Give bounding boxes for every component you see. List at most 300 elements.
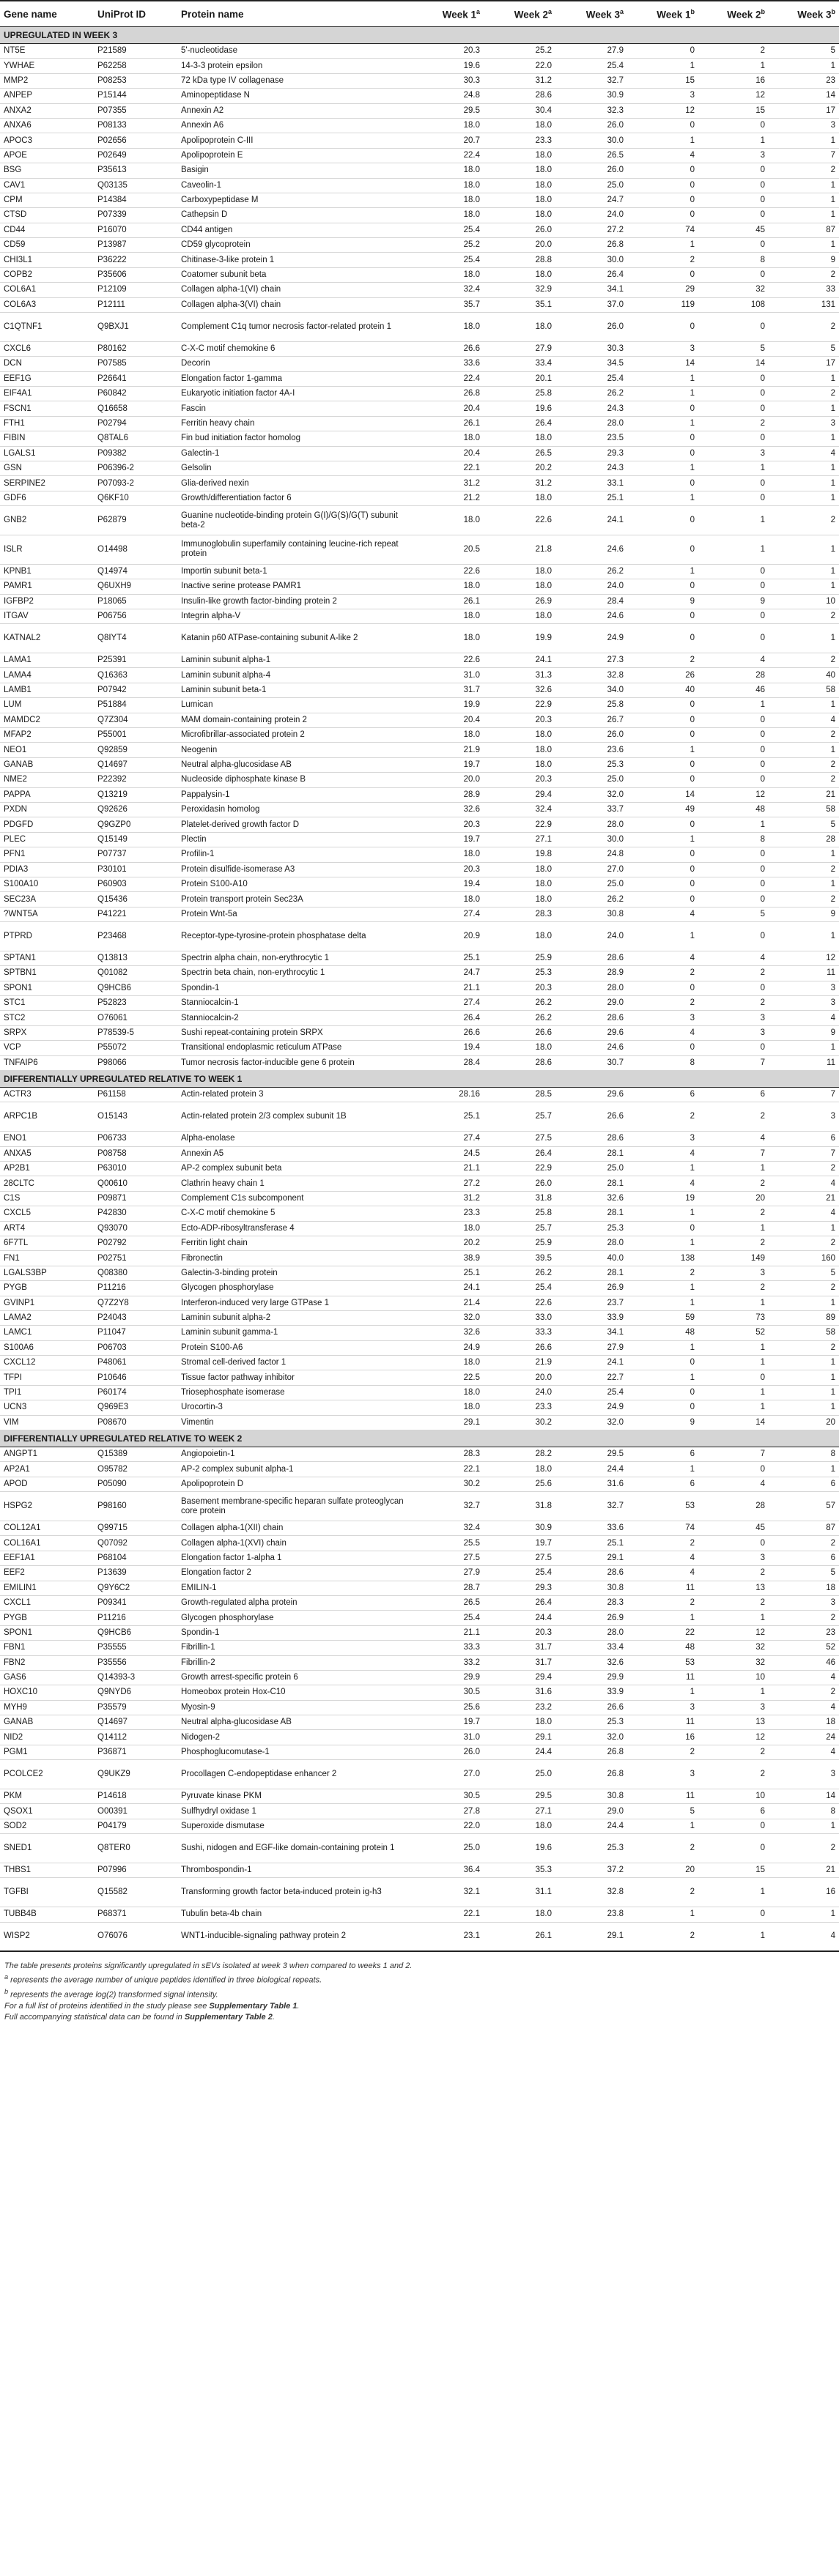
week2-intensity-cell: 3: [698, 446, 769, 461]
protein-name-cell: Coatomer subunit beta: [177, 267, 412, 282]
week1-intensity-cell: 3: [627, 341, 698, 356]
week2-intensity-cell: 4: [698, 1132, 769, 1146]
week2-intensity-cell: 1: [698, 817, 769, 832]
uniprot-id-cell: Q08380: [94, 1266, 177, 1280]
week1-intensity-cell: 53: [627, 1655, 698, 1670]
week1-intensity-cell: 29: [627, 283, 698, 297]
week1-peptides-cell: 29.9: [412, 1670, 484, 1685]
week1-peptides-cell: 27.4: [412, 907, 484, 921]
protein-name-cell: Pappalysin-1: [177, 787, 412, 802]
week3-intensity-cell: 1: [769, 624, 839, 653]
week3-intensity-cell: 5: [769, 1266, 839, 1280]
week1-peptides-cell: 24.8: [412, 89, 484, 103]
week1-peptides-cell: 27.5: [412, 1551, 484, 1565]
week3-peptides-cell: 29.5: [555, 1447, 627, 1462]
week2-intensity-cell: 1: [698, 1611, 769, 1625]
week2-intensity-cell: 0: [698, 862, 769, 877]
week3-peptides-cell: 30.8: [555, 1581, 627, 1595]
week3-peptides-cell: 26.0: [555, 118, 627, 133]
week2-intensity-cell: 0: [698, 847, 769, 862]
protein-name-cell: Alpha-enolase: [177, 1132, 412, 1146]
uniprot-id-cell: P02792: [94, 1236, 177, 1250]
week1-peptides-cell: 26.6: [412, 1025, 484, 1040]
protein-name-cell: Protein S100-A10: [177, 877, 412, 891]
gene-name-cell: C1QTNF1: [0, 313, 94, 342]
section-title: UPREGULATED IN WEEK 3: [0, 27, 839, 44]
week3-peptides-cell: 34.0: [555, 683, 627, 697]
week2-peptides-cell: 25.8: [484, 1206, 555, 1221]
week3-peptides-cell: 30.9: [555, 89, 627, 103]
week3-peptides-cell: 30.0: [555, 832, 627, 847]
week2-intensity-cell: 0: [698, 401, 769, 416]
header-gene-name: Gene name: [0, 1, 94, 27]
week1-intensity-cell: 4: [627, 907, 698, 921]
uniprot-id-cell: P98160: [94, 1492, 177, 1521]
uniprot-id-cell: P06396-2: [94, 461, 177, 475]
uniprot-id-cell: P07585: [94, 357, 177, 371]
gene-name-cell: AP2B1: [0, 1162, 94, 1176]
week1-peptides-cell: 18.0: [412, 609, 484, 623]
header-week2-b: Week 2$^b$: [698, 1, 769, 27]
week1-intensity-cell: 2: [627, 996, 698, 1011]
table-row: [0, 1102, 839, 1132]
week3-peptides-cell: 28.6: [555, 951, 627, 965]
week2-intensity-cell: 0: [698, 431, 769, 446]
footnote-supplementary-2: Full accompanying statistical data can be found in Supplementary Table 2.: [4, 2012, 275, 2022]
week1-peptides-cell: 18.0: [412, 1221, 484, 1236]
uniprot-id-cell: P60903: [94, 877, 177, 891]
footnote-supplementary-1: For a full list of proteins identified in the study please see Supplementary Table 1.: [4, 2001, 300, 2011]
table-row: [0, 401, 839, 416]
uniprot-id-cell: Q9UKZ9: [94, 1760, 177, 1789]
uniprot-id-cell: Q8TER0: [94, 1834, 177, 1863]
week1-intensity-cell: 2: [627, 1595, 698, 1610]
week3-intensity-cell: 23: [769, 1625, 839, 1640]
gene-name-cell: ACTR3: [0, 1088, 94, 1102]
week1-peptides-cell: 27.8: [412, 1804, 484, 1819]
week3-peptides-cell: 28.1: [555, 1146, 627, 1161]
week3-peptides-cell: 28.0: [555, 1625, 627, 1640]
protein-name-cell: Cathepsin D: [177, 208, 412, 223]
week2-intensity-cell: 12: [698, 1730, 769, 1745]
week1-intensity-cell: 11: [627, 1715, 698, 1730]
table-row: [0, 698, 839, 713]
week1-intensity-cell: 0: [627, 476, 698, 491]
table-row: [0, 387, 839, 401]
protein-name-cell: Sushi, nidogen and EGF-like domain-containing protein 1: [177, 1834, 412, 1863]
week2-peptides-cell: 21.9: [484, 1356, 555, 1370]
week2-peptides-cell: 22.6: [484, 506, 555, 535]
week1-intensity-cell: 1: [627, 1281, 698, 1296]
week3-peptides-cell: 33.9: [555, 1310, 627, 1325]
week3-intensity-cell: 1: [769, 877, 839, 891]
week3-intensity-cell: 1: [769, 401, 839, 416]
uniprot-id-cell: P05090: [94, 1477, 177, 1491]
week3-intensity-cell: 14: [769, 1789, 839, 1804]
week3-intensity-cell: 6: [769, 1477, 839, 1491]
week2-peptides-cell: 25.9: [484, 951, 555, 965]
week1-intensity-cell: 0: [627, 877, 698, 891]
gene-name-cell: HOXC10: [0, 1685, 94, 1700]
week2-peptides-cell: 18.0: [484, 178, 555, 193]
week3-peptides-cell: 26.9: [555, 1611, 627, 1625]
uniprot-id-cell: Q9GZP0: [94, 817, 177, 832]
uniprot-id-cell: P08758: [94, 1146, 177, 1161]
week1-intensity-cell: 3: [627, 1011, 698, 1025]
week3-intensity-cell: 28: [769, 832, 839, 847]
gene-name-cell: EEF1A1: [0, 1551, 94, 1565]
week2-intensity-cell: 0: [698, 1536, 769, 1551]
week2-intensity-cell: 45: [698, 1521, 769, 1536]
uniprot-id-cell: P06756: [94, 609, 177, 623]
week3-intensity-cell: 4: [769, 446, 839, 461]
week3-intensity-cell: 1: [769, 431, 839, 446]
week2-intensity-cell: 0: [698, 892, 769, 907]
week1-intensity-cell: 11: [627, 1670, 698, 1685]
week1-intensity-cell: 1: [627, 743, 698, 757]
week3-peptides-cell: 25.0: [555, 1162, 627, 1176]
week1-intensity-cell: 1: [627, 564, 698, 579]
week1-peptides-cell: 38.9: [412, 1251, 484, 1266]
uniprot-id-cell: P18065: [94, 594, 177, 609]
week3-peptides-cell: 23.7: [555, 1296, 627, 1310]
gene-name-cell: HSPG2: [0, 1492, 94, 1521]
gene-name-cell: CD44: [0, 223, 94, 237]
week1-peptides-cell: 18.0: [412, 267, 484, 282]
week3-peptides-cell: 29.1: [555, 1922, 627, 1951]
week1-intensity-cell: 0: [627, 506, 698, 535]
protein-name-cell: Urocortin-3: [177, 1400, 412, 1415]
week2-intensity-cell: 1: [698, 1356, 769, 1370]
week3-peptides-cell: 27.2: [555, 223, 627, 237]
week3-intensity-cell: 1: [769, 178, 839, 193]
protein-name-cell: Tumor necrosis factor-inducible gene 6 protein: [177, 1055, 412, 1070]
week1-peptides-cell: 32.6: [412, 1326, 484, 1340]
week3-peptides-cell: 28.6: [555, 1566, 627, 1581]
table-row: [0, 683, 839, 697]
protein-name-cell: Clathrin heavy chain 1: [177, 1176, 412, 1191]
gene-name-cell: APOD: [0, 1477, 94, 1491]
week2-peptides-cell: 29.4: [484, 787, 555, 802]
week3-intensity-cell: 9: [769, 907, 839, 921]
week2-intensity-cell: 7: [698, 1055, 769, 1070]
table-row: [0, 907, 839, 921]
gene-name-cell: MMP2: [0, 73, 94, 88]
week3-intensity-cell: 4: [769, 1922, 839, 1951]
protein-name-cell: Laminin subunit beta-1: [177, 683, 412, 697]
week1-intensity-cell: 9: [627, 594, 698, 609]
week3-intensity-cell: 4: [769, 1700, 839, 1715]
gene-name-cell: TFPI: [0, 1370, 94, 1385]
gene-name-cell: NT5E: [0, 44, 94, 59]
gene-name-cell: MYH9: [0, 1700, 94, 1715]
week1-intensity-cell: 0: [627, 862, 698, 877]
week2-intensity-cell: 0: [698, 1819, 769, 1833]
week3-peptides-cell: 25.0: [555, 877, 627, 891]
uniprot-id-cell: P55001: [94, 728, 177, 743]
week3-intensity-cell: 5: [769, 817, 839, 832]
week3-intensity-cell: 33: [769, 283, 839, 297]
week2-intensity-cell: 0: [698, 877, 769, 891]
gene-name-cell: FTH1: [0, 416, 94, 431]
week3-intensity-cell: 11: [769, 966, 839, 981]
table-row: [0, 1146, 839, 1161]
week2-peptides-cell: 26.0: [484, 1176, 555, 1191]
uniprot-id-cell: P11216: [94, 1281, 177, 1296]
week3-intensity-cell: 2: [769, 387, 839, 401]
protein-name-cell: Glia-derived nexin: [177, 476, 412, 491]
week3-peptides-cell: 30.0: [555, 253, 627, 267]
table-row: [0, 1281, 839, 1296]
gene-name-cell: PYGB: [0, 1281, 94, 1296]
week2-intensity-cell: 32: [698, 283, 769, 297]
gene-name-cell: PXDN: [0, 802, 94, 817]
week1-intensity-cell: 48: [627, 1326, 698, 1340]
gene-name-cell: PFN1: [0, 847, 94, 862]
uniprot-id-cell: O76061: [94, 1011, 177, 1025]
week1-intensity-cell: 0: [627, 757, 698, 772]
uniprot-id-cell: O15143: [94, 1102, 177, 1132]
week1-intensity-cell: 0: [627, 847, 698, 862]
gene-name-cell: PDIA3: [0, 862, 94, 877]
week3-intensity-cell: 1: [769, 922, 839, 951]
protein-name-cell: Importin subunit beta-1: [177, 564, 412, 579]
uniprot-id-cell: P68371: [94, 1907, 177, 1922]
week2-intensity-cell: 3: [698, 148, 769, 163]
uniprot-id-cell: P09871: [94, 1191, 177, 1206]
week2-peptides-cell: 33.4: [484, 357, 555, 371]
uniprot-id-cell: P12109: [94, 283, 177, 297]
uniprot-id-cell: P13987: [94, 238, 177, 253]
week1-peptides-cell: 28.7: [412, 1581, 484, 1595]
gene-name-cell: ANGPT1: [0, 1447, 94, 1462]
table-row: [0, 1655, 839, 1670]
protein-name-cell: Apolipoprotein E: [177, 148, 412, 163]
gene-name-cell: MFAP2: [0, 728, 94, 743]
gene-name-cell: ANXA6: [0, 118, 94, 133]
week3-intensity-cell: 89: [769, 1310, 839, 1325]
week1-peptides-cell: 33.6: [412, 357, 484, 371]
week2-peptides-cell: 26.2: [484, 1266, 555, 1280]
week3-peptides-cell: 25.1: [555, 1536, 627, 1551]
header-week1-b: Week 1$^b$: [627, 1, 698, 27]
week3-peptides-cell: 28.1: [555, 1266, 627, 1280]
table-row: [0, 1492, 839, 1521]
table-row: [0, 313, 839, 342]
week2-intensity-cell: 12: [698, 1625, 769, 1640]
protein-name-cell: Interferon-induced very large GTPase 1: [177, 1296, 412, 1310]
week3-intensity-cell: 3: [769, 118, 839, 133]
week2-peptides-cell: 18.0: [484, 1819, 555, 1833]
table-row: [0, 817, 839, 832]
uniprot-id-cell: P35556: [94, 1655, 177, 1670]
week3-peptides-cell: 30.8: [555, 1789, 627, 1804]
protein-name-cell: WNT1-inducible-signaling pathway protein 2: [177, 1922, 412, 1951]
week1-peptides-cell: 18.0: [412, 178, 484, 193]
week1-intensity-cell: 40: [627, 683, 698, 697]
week3-peptides-cell: 29.3: [555, 446, 627, 461]
gene-name-cell: GSN: [0, 461, 94, 475]
week1-peptides-cell: 25.1: [412, 1102, 484, 1132]
uniprot-id-cell: P15144: [94, 89, 177, 103]
week2-intensity-cell: 0: [698, 178, 769, 193]
uniprot-id-cell: P02656: [94, 133, 177, 148]
table-row: [0, 787, 839, 802]
protein-name-cell: Apolipoprotein D: [177, 1477, 412, 1491]
week3-intensity-cell: 4: [769, 1670, 839, 1685]
week2-peptides-cell: 20.0: [484, 1370, 555, 1385]
week1-peptides-cell: 20.7: [412, 133, 484, 148]
week3-peptides-cell: 25.3: [555, 757, 627, 772]
uniprot-id-cell: P61158: [94, 1088, 177, 1102]
week3-intensity-cell: 1: [769, 238, 839, 253]
gene-name-cell: ANXA2: [0, 103, 94, 118]
week1-intensity-cell: 3: [627, 1760, 698, 1789]
week3-intensity-cell: 9: [769, 253, 839, 267]
protein-name-cell: Carboxypeptidase M: [177, 193, 412, 207]
protein-name-cell: Caveolin-1: [177, 178, 412, 193]
week1-intensity-cell: 2: [627, 966, 698, 981]
table-row: [0, 1296, 839, 1310]
week2-peptides-cell: 18.0: [484, 118, 555, 133]
week2-peptides-cell: 28.2: [484, 1447, 555, 1462]
protein-name-cell: C-X-C motif chemokine 5: [177, 1206, 412, 1221]
week2-intensity-cell: 28: [698, 668, 769, 683]
week2-intensity-cell: 2: [698, 1206, 769, 1221]
week2-peptides-cell: 18.0: [484, 743, 555, 757]
protein-name-cell: Nucleoside diphosphate kinase B: [177, 773, 412, 787]
week3-intensity-cell: 7: [769, 148, 839, 163]
footnote-b: $^b$ represents the average log(2) transformed signal intensity.: [4, 1988, 218, 2000]
week3-peptides-cell: 26.8: [555, 1760, 627, 1789]
week3-intensity-cell: 1: [769, 1385, 839, 1400]
week1-intensity-cell: 8: [627, 1055, 698, 1070]
week2-intensity-cell: 46: [698, 683, 769, 697]
uniprot-id-cell: Q8TAL6: [94, 431, 177, 446]
protein-name-cell: Complement C1q tumor necrosis factor-related protein 1: [177, 313, 412, 342]
protein-name-cell: Decorin: [177, 357, 412, 371]
protein-name-cell: MAM domain-containing protein 2: [177, 713, 412, 727]
protein-name-cell: Transforming growth factor beta-induced protein ig-h3: [177, 1878, 412, 1907]
week3-intensity-cell: 5: [769, 44, 839, 59]
week2-peptides-cell: 26.9: [484, 594, 555, 609]
week1-peptides-cell: 22.6: [412, 564, 484, 579]
table-row: [0, 1415, 839, 1430]
table-row: [0, 73, 839, 88]
protein-name-cell: Galectin-1: [177, 446, 412, 461]
week2-peptides-cell: 25.8: [484, 387, 555, 401]
week2-intensity-cell: 0: [698, 267, 769, 282]
week3-intensity-cell: 8: [769, 1804, 839, 1819]
protein-name-cell: Angiopoietin-1: [177, 1447, 412, 1462]
week1-peptides-cell: 22.5: [412, 1370, 484, 1385]
uniprot-id-cell: P41221: [94, 907, 177, 921]
protein-name-cell: Protein Wnt-5a: [177, 907, 412, 921]
header-week3-a: Week 3$^a$: [555, 1, 627, 27]
week2-peptides-cell: 22.9: [484, 698, 555, 713]
gene-name-cell: VCP: [0, 1041, 94, 1055]
week3-peptides-cell: 32.0: [555, 787, 627, 802]
table-row: [0, 1566, 839, 1581]
week2-intensity-cell: 0: [698, 238, 769, 253]
protein-name-cell: Procollagen C-endopeptidase enhancer 2: [177, 1760, 412, 1789]
week1-peptides-cell: 20.4: [412, 446, 484, 461]
week1-peptides-cell: 29.5: [412, 103, 484, 118]
week2-peptides-cell: 26.2: [484, 996, 555, 1011]
week1-peptides-cell: 20.0: [412, 773, 484, 787]
week2-intensity-cell: 1: [698, 461, 769, 475]
protein-name-cell: Laminin subunit alpha-2: [177, 1310, 412, 1325]
week3-peptides-cell: 29.1: [555, 1551, 627, 1565]
week3-intensity-cell: 4: [769, 1011, 839, 1025]
section-header: [0, 1430, 839, 1447]
week1-peptides-cell: 18.0: [412, 1356, 484, 1370]
protein-name-cell: Stromal cell-derived factor 1: [177, 1356, 412, 1370]
gene-name-cell: THBS1: [0, 1863, 94, 1878]
uniprot-id-cell: P26641: [94, 371, 177, 386]
table-row: [0, 1088, 839, 1102]
table-row: [0, 1162, 839, 1176]
uniprot-id-cell: P07737: [94, 847, 177, 862]
week3-intensity-cell: 1: [769, 579, 839, 594]
uniprot-id-cell: Q07092: [94, 1536, 177, 1551]
protein-name-cell: Katanin p60 ATPase-containing subunit A-like 2: [177, 624, 412, 653]
table-row: [0, 728, 839, 743]
week2-intensity-cell: 6: [698, 1804, 769, 1819]
gene-name-cell: BSG: [0, 163, 94, 178]
week3-intensity-cell: 10: [769, 594, 839, 609]
week3-intensity-cell: 2: [769, 757, 839, 772]
week2-intensity-cell: 0: [698, 1041, 769, 1055]
protein-name-cell: Tissue factor pathway inhibitor: [177, 1370, 412, 1385]
uniprot-id-cell: P10646: [94, 1370, 177, 1385]
table-row: [0, 1340, 839, 1355]
week3-intensity-cell: 21: [769, 1863, 839, 1878]
week3-peptides-cell: 27.0: [555, 862, 627, 877]
week1-peptides-cell: 22.4: [412, 371, 484, 386]
protein-name-cell: Annexin A6: [177, 118, 412, 133]
week1-intensity-cell: 1: [627, 491, 698, 505]
week3-intensity-cell: 7: [769, 1146, 839, 1161]
gene-name-cell: NME2: [0, 773, 94, 787]
week2-peptides-cell: 28.6: [484, 1055, 555, 1070]
week1-intensity-cell: 1: [627, 1462, 698, 1477]
week1-peptides-cell: 23.3: [412, 1206, 484, 1221]
uniprot-id-cell: P62879: [94, 506, 177, 535]
header-week1-a: Week 1$^a$: [412, 1, 484, 27]
week2-peptides-cell: 18.0: [484, 1462, 555, 1477]
week3-intensity-cell: 17: [769, 103, 839, 118]
week1-intensity-cell: 19: [627, 1191, 698, 1206]
week2-peptides-cell: 23.2: [484, 1700, 555, 1715]
protein-name-cell: Ferritin light chain: [177, 1236, 412, 1250]
table-row: [0, 1206, 839, 1221]
protein-name-cell: Inactive serine protease PAMR1: [177, 579, 412, 594]
week1-peptides-cell: 22.6: [412, 653, 484, 668]
gene-name-cell: FN1: [0, 1251, 94, 1266]
table-row: [0, 476, 839, 491]
week3-intensity-cell: 18: [769, 1715, 839, 1730]
week1-intensity-cell: 6: [627, 1477, 698, 1491]
week3-peptides-cell: 32.6: [555, 1655, 627, 1670]
week2-intensity-cell: 3: [698, 1266, 769, 1280]
week3-intensity-cell: 1: [769, 1462, 839, 1477]
week3-peptides-cell: 32.8: [555, 668, 627, 683]
week1-intensity-cell: 1: [627, 1370, 698, 1385]
uniprot-id-cell: P02649: [94, 148, 177, 163]
week1-peptides-cell: 20.4: [412, 401, 484, 416]
week1-intensity-cell: 1: [627, 133, 698, 148]
